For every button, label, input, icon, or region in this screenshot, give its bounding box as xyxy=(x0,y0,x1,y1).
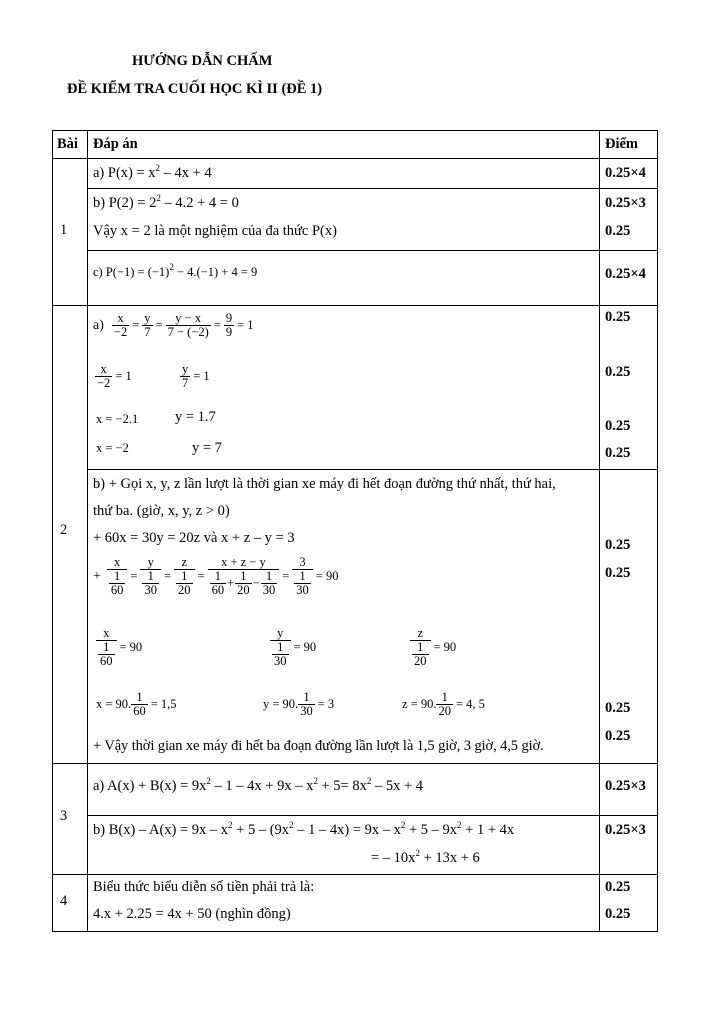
bai-2a-y-fraction: $\frac{y}{7}$ = 1 xyxy=(182,362,210,390)
bai-4-number: 4 xyxy=(60,893,68,909)
bai-2a-x-fraction: $\frac{x}{-2}$ = 1 xyxy=(97,362,132,390)
bai-1b-conclusion-score: 0.25 xyxy=(605,223,631,239)
bai-2b-equation: + 60x = 30y = 20z và x + z – y = 3 xyxy=(93,530,295,546)
bai-2b-y-eq: $\frac{y}{\frac{1}{30}}$ = 90 xyxy=(270,627,316,668)
bai-2b-proportion: + $\frac{x}{\frac{1}{60}}$ = $\frac{y}{\frac{1}{30}}$ = $\frac{z}{\frac{1}{20}}$ = x + z − y $\frac{1}{60}$ + $\frac{1}{20}$ − $\frac{1}{30}$ = $\frac{3}{\frac{1}{30}}$ = 90 xyxy=(93,555,339,597)
bai-2a-proportion: a) $\frac{x}{-2}$ = $\frac{y}{7}$ = $\frac{y - x}{7 - (-2)}$ = $\frac{9}{9}$ = 1 xyxy=(93,311,254,339)
col-diem-header: Điểm xyxy=(605,136,639,152)
bai-2a-y-result: y = 7 xyxy=(192,440,222,456)
col-dapan-header: Đáp án xyxy=(93,136,138,152)
bai-3b-score: 0.25×3 xyxy=(605,822,646,838)
bai-2b-intro-line1: b) + Gọi x, y, z lần lượt là thời gian xe máy đi hết đoạn đường thứ nhất, thứ hai, xyxy=(93,476,556,492)
bai-2b-score-3: 0.25 xyxy=(605,700,631,716)
bai-2b-score-4: 0.25 xyxy=(605,728,631,744)
bai-1a-score: 0.25×4 xyxy=(605,165,646,181)
bai-2b-score-2: 0.25 xyxy=(605,565,631,581)
bai-1b-conclusion: Vậy x = 2 là một nghiệm của đa thức P(x) xyxy=(93,223,337,239)
bai-2a-score-1: 0.25 xyxy=(605,309,631,325)
bai-2b-z-eq: $\frac{z}{\frac{1}{20}}$ = 90 xyxy=(410,627,456,668)
bai-4-score-1: 0.25 xyxy=(605,879,631,895)
bai-2-number: 2 xyxy=(60,522,68,538)
bai-2b-conclusion: + Vậy thời gian xe máy đi hết ba đoạn đường lần lượt là 1,5 giờ, 3 giờ, 4,5 giờ. xyxy=(93,738,544,754)
bai-3a-answer: a) $A(x) + B(x) = 9x^2 - 1 - 4x + 9x - x^2 + 5= 8x^2 - 5x + 4$ xyxy=(93,776,424,794)
bai-2a-score-2: 0.25 xyxy=(605,364,631,380)
bai-3b-answer: b) $B(x) - A(x) = 9x - x^2 + 5 - (9x^2 - 1 - 4x) = 9x - x^2 + 5 - 9x^2 + 1 + 4x$ xyxy=(93,820,515,838)
col-bai-header: Bài xyxy=(57,136,78,152)
bai-4-score-2: 0.25 xyxy=(605,906,631,922)
bai-2a-score-4: 0.25 xyxy=(605,445,631,461)
bai-1-number: 1 xyxy=(60,222,68,238)
bai-2b-intro-line2: thứ ba. (giờ, x, y, z > 0) xyxy=(93,503,230,519)
bai-2b-z-result: z = 90. $\frac{1}{20}$ = 4, 5 xyxy=(402,690,485,718)
bai-4-line2: 4.x + 2.25 = 4x + 50 (nghìn đồng) xyxy=(93,906,291,922)
bai-1c-answer: c) $P(-1) = (-1)^2 - 4.(-1) + 4 = 9$ xyxy=(93,262,258,279)
bai-2a-x-calc: x = −2.1 xyxy=(96,412,139,426)
bai-1a-answer: a) $P(x) = x^2 - 4x + 4$ xyxy=(93,163,212,181)
bai-3b-answer-line2: = – $10x^2 + 13x + 6$ xyxy=(371,848,480,866)
bai-2b-x-result: x = 90. $\frac{1}{60}$ = 1,5 xyxy=(96,690,177,718)
bai-2b-x-eq: $\frac{x}{\frac{1}{60}}$ = 90 xyxy=(96,627,142,668)
bai-2a-score-3: 0.25 xyxy=(605,418,631,434)
bai-2a-x-result: x = −2 xyxy=(96,441,129,455)
bai-3-number: 3 xyxy=(60,808,68,824)
document-subtitle: ĐỀ KIỂM TRA CUỐI HỌC KÌ II (ĐỀ 1) xyxy=(67,81,323,97)
bai-2b-y-result: y = 90. $\frac{1}{30}$ = 3 xyxy=(263,690,335,718)
bai-2b-score-1: 0.25 xyxy=(605,537,631,553)
bai-1b-answer: b) $P(2) = 2^2 - 4.2 + 4 = 0$ xyxy=(93,193,239,211)
bai-3a-score: 0.25×3 xyxy=(605,778,646,794)
bai-2a-y-calc: y = 1.7 xyxy=(175,409,216,425)
document-title: HƯỚNG DẪN CHẤM xyxy=(132,53,273,69)
bai-4-line1: Biểu thức biểu diễn số tiền phải trả là: xyxy=(93,879,315,895)
bai-1c-score: 0.25×4 xyxy=(605,266,646,282)
bai-1b-score: 0.25×3 xyxy=(605,195,646,211)
